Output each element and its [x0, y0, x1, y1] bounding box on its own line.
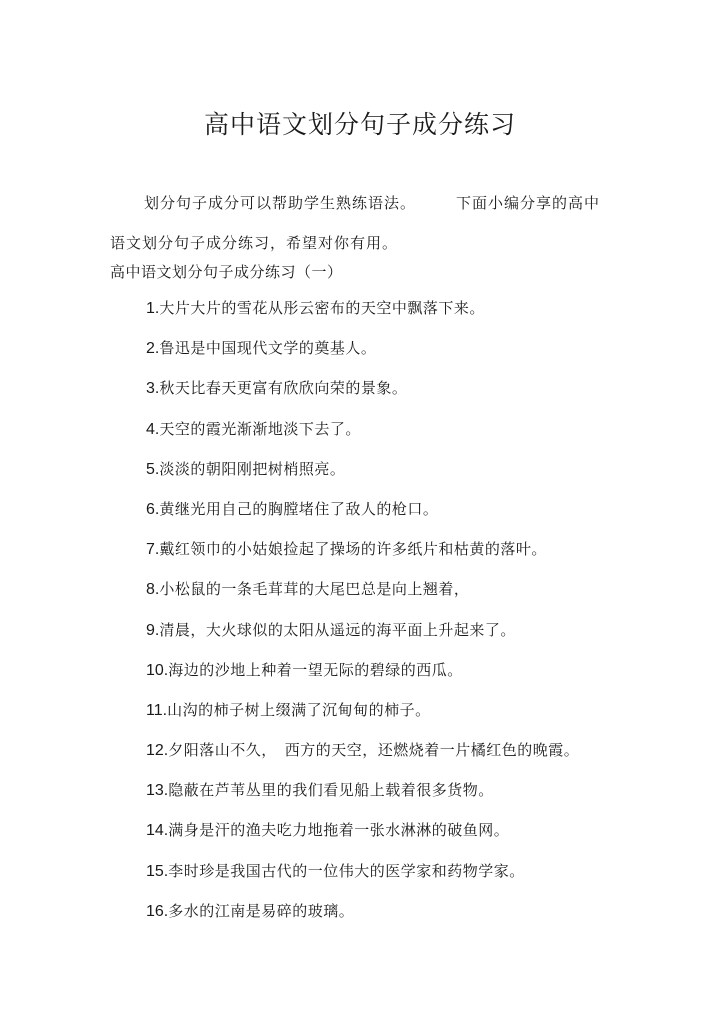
exercise-number: 6.	[146, 500, 160, 518]
exercise-number: 11.	[146, 701, 168, 719]
exercise-number: 4.	[146, 420, 160, 438]
exercise-text: 满身是汗的渔夫吃力地拖着一张水淋淋的破鱼网。	[168, 821, 510, 840]
exercise-number: 3.	[146, 380, 160, 398]
exercise-item	[146, 419, 616, 459]
exercise-text: 黄继光用自己的胸膛堵住了敌人的枪口。	[159, 499, 439, 518]
exercise-item	[146, 579, 616, 619]
exercise-number: 15.	[146, 862, 169, 880]
exercise-text: 清晨，大火球似的太阳从遥远的海平面上升起来了。	[159, 620, 516, 639]
exercise-text: 戴红领巾的小姑娘捡起了操场的许多纸片和枯黄的落叶。	[159, 540, 547, 559]
exercise-item	[146, 338, 616, 378]
exercise-text: 隐蔽在芦苇丛里的我们看见船上载着很多货物。	[168, 781, 494, 800]
exercise-item	[146, 499, 616, 539]
exercise-item	[146, 780, 616, 820]
exercise-number: 9.	[146, 621, 160, 639]
exercise-item	[146, 660, 616, 700]
exercise-text: 天空的霞光渐渐地淡下去了。	[159, 419, 361, 438]
exercise-item	[146, 901, 616, 941]
exercise-number: 13.	[146, 782, 169, 800]
intro-line-1	[110, 183, 610, 223]
exercise-item	[146, 700, 616, 740]
exercise-item	[146, 459, 616, 499]
exercise-text: 淡淡的朝阳刚把树梢照亮。	[159, 459, 346, 478]
exercise-list	[146, 298, 616, 941]
intro-text-part-1: 划分句子成分可以帮助学生熟练语法。	[144, 194, 417, 212]
exercise-number: 2.	[146, 340, 160, 358]
exercise-item	[146, 620, 616, 660]
exercise-item	[146, 539, 616, 579]
exercise-item	[146, 740, 616, 780]
exercise-item	[146, 378, 616, 418]
intro-line-2: 语文划分句子成分练习，希望对你有用。	[110, 234, 399, 252]
exercise-number: 1.	[146, 300, 160, 317]
exercise-number: 12.	[146, 742, 169, 760]
exercise-number: 8.	[146, 581, 160, 599]
exercise-number: 10.	[146, 661, 169, 679]
page-title: 高中语文划分句子成分练习	[203, 110, 516, 139]
exercise-text: 多水的江南是易碎的玻璃。	[168, 901, 355, 920]
exercise-item	[146, 298, 616, 338]
exercise-text: 小松鼠的一条毛茸茸的大尾巴总是向上翘着，	[159, 580, 470, 599]
intro-paragraph	[110, 183, 610, 263]
exercise-item	[146, 861, 616, 901]
exercise-item	[146, 820, 616, 860]
exercise-number: 5.	[146, 460, 160, 478]
section-heading: 高中语文划分句子成分练习（一）	[110, 263, 343, 281]
exercise-number: 7.	[146, 541, 160, 559]
exercise-text: 夕阳落山不久， 西方的天空，还燃烧着一片橘红色的晚霞。	[168, 741, 580, 760]
exercise-text: 鲁迅是中国现代文学的奠基人。	[159, 339, 377, 358]
exercise-text: 海边的沙地上种着一望无际的碧绿的西瓜。	[168, 660, 463, 679]
intro-text-part-2: 下面小编分享的高中	[456, 194, 601, 212]
exercise-number: 14.	[146, 822, 169, 840]
exercise-text: 李时珍是我国古代的一位伟大的医学家和药物学家。	[168, 861, 525, 880]
exercise-text: 秋天比春天更富有欣欣向荣的景象。	[159, 379, 408, 398]
exercise-text: 山沟的柿子树上缀满了沉甸甸的柿子。	[167, 700, 431, 719]
exercise-text: 大片大片的雪花从彤云密布的天空中飘落下来。	[159, 299, 485, 317]
exercise-number: 16.	[146, 902, 169, 920]
